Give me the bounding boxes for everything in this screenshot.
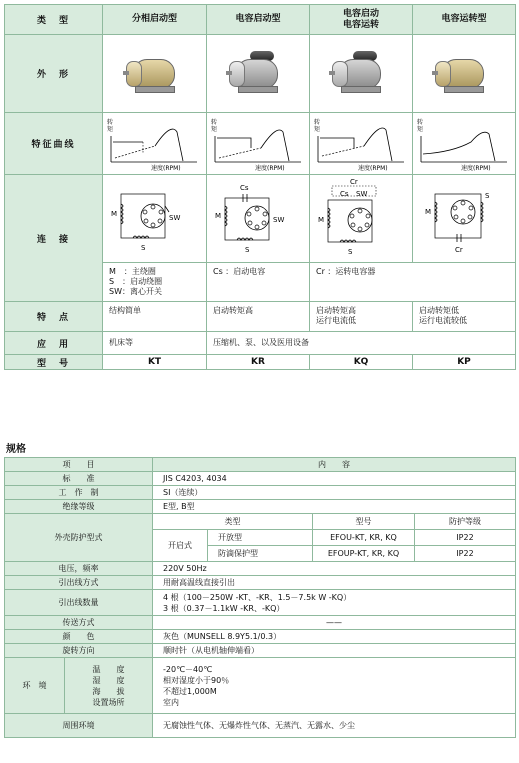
curve-label: 特征曲线 <box>5 113 103 175</box>
insulation-label: 绝缘等级 <box>5 500 153 514</box>
standard-value: JIS C4203, 4034 <box>153 472 516 486</box>
surroundings-label: 周围环境 <box>5 714 153 738</box>
application-kt: 机床等 <box>103 332 207 355</box>
motor-photo-kq <box>310 35 413 113</box>
voltage-label: 电压，频率 <box>5 562 153 576</box>
environment-label: 环 境 <box>5 658 65 714</box>
surroundings-value: 无腐蚀性气体、无爆炸性气体、无蒸汽、无露水、少尘 <box>153 714 516 738</box>
env-value-temp: -20℃－40℃ <box>163 664 213 674</box>
lead-count-value <box>153 590 516 616</box>
svg-text:矩: 矩 <box>107 125 114 133</box>
label-sw: SW <box>169 213 181 222</box>
protection-grade-0: IP22 <box>415 530 516 546</box>
svg-text:矩: 矩 <box>417 125 424 133</box>
environment-values <box>153 658 516 714</box>
feature-label: 特 点 <box>5 302 103 332</box>
legend-col1 <box>103 263 207 302</box>
col-header-kt: 分相启动型 <box>103 5 207 35</box>
legend-s: S ：启动绕圈 <box>109 277 163 286</box>
torque-curve-kp <box>413 113 516 175</box>
motor-photo-kt <box>103 35 207 113</box>
wiring-diagram-kr <box>207 175 310 263</box>
label-s: S <box>141 243 146 252</box>
spec-table <box>4 457 516 738</box>
svg-text:M: M <box>215 211 222 220</box>
feature-kq: 启动转矩高 运行电流低 <box>310 302 413 332</box>
svg-text:转: 转 <box>211 118 218 126</box>
torque-curve-kr <box>207 113 310 175</box>
motor-photo-kr <box>207 35 310 113</box>
legend-cs: Cs ：启动电容 <box>213 267 266 276</box>
lead-count-label: 引出线数量 <box>5 590 153 616</box>
open-type-label: 开启式 <box>153 530 208 562</box>
spec-title: 规格 <box>6 444 26 455</box>
svg-text:速度(RPM): 速度(RPM) <box>255 164 285 172</box>
application-label: 应 用 <box>5 332 103 355</box>
env-item-humidity: 湿 度 <box>92 675 125 685</box>
svg-text:Cr: Cr <box>455 245 463 254</box>
svg-text:转: 转 <box>417 118 424 126</box>
standard-label: 标 准 <box>5 472 153 486</box>
lead-count-line2: 3 根（0.37－1.1kW -KR、-KQ） <box>163 603 285 613</box>
label-cr: Cr <box>350 177 358 186</box>
col-header-kq: 电容启动 电容运转 <box>310 5 413 35</box>
protection-col-grade: 防护等级 <box>415 514 516 530</box>
torque-curve-kq <box>310 113 413 175</box>
env-value-location: 室内 <box>163 697 179 707</box>
svg-text:速度(RPM): 速度(RPM) <box>461 164 491 172</box>
svg-text:S: S <box>245 245 250 254</box>
env-item-location: 设置场所 <box>92 697 125 707</box>
svg-text:矩: 矩 <box>314 125 321 133</box>
lead-method-value: 用耐高温线直接引出 <box>153 576 516 590</box>
feature-kt: 结构简单 <box>103 302 207 332</box>
appearance-label: 外 形 <box>5 35 103 113</box>
rotation-value: 顺时针（从电机轴伸端看） <box>153 644 516 658</box>
col-header-kp: 电容运转型 <box>413 5 516 35</box>
env-item-altitude: 海 拔 <box>92 686 125 696</box>
model-kr: KR <box>207 355 310 370</box>
spec-header-content: 内 容 <box>153 458 516 472</box>
svg-text:S: S <box>485 191 490 200</box>
voltage-value: 220V 50Hz <box>153 562 516 576</box>
protection-model-0: EFOU-KT, KR, KQ <box>313 530 415 546</box>
insulation-value: E型, B型 <box>153 500 516 514</box>
protection-col-model: 型号 <box>313 514 415 530</box>
feature-kp: 启动转矩低 运行电流较低 <box>413 302 516 332</box>
lead-count-line1: 4 根（100－250W -KT、-KR、1.5－7.5k W -KQ） <box>163 592 352 602</box>
feature-kr: 启动转矩高 <box>207 302 310 332</box>
svg-text:M: M <box>318 215 325 224</box>
wiring-diagram-kq <box>310 175 413 263</box>
model-kp: KP <box>413 355 516 370</box>
legend-col3 <box>310 263 516 302</box>
label-cs: Cs <box>240 183 249 192</box>
env-value-humidity: 相对湿度小于90％ <box>163 675 230 685</box>
label-m: M <box>111 209 118 218</box>
protection-model-1: EFOUP-KT, KR, KQ <box>313 546 415 562</box>
col-header-kr: 电容启动型 <box>207 5 310 35</box>
env-item-temp: 温 度 <box>92 664 125 674</box>
svg-text:SW: SW <box>273 215 285 224</box>
curve-x-label: 速度(RPM) <box>151 164 181 172</box>
svg-text:矩: 矩 <box>211 125 218 133</box>
svg-text:M: M <box>425 207 432 216</box>
wiring-diagram-kt <box>103 175 207 263</box>
svg-text:S: S <box>348 247 353 256</box>
svg-text:转: 转 <box>314 118 321 126</box>
protection-grade-1: IP22 <box>415 546 516 562</box>
duty-label: 工 作 制 <box>5 486 153 500</box>
motor-type-table <box>4 4 516 370</box>
spec-header-item: 项 目 <box>5 458 153 472</box>
protection-label: 外壳防护型式 <box>5 514 153 562</box>
environment-items <box>65 658 153 714</box>
torque-curve-kt <box>103 113 207 175</box>
model-kq: KQ <box>310 355 413 370</box>
color-value: 灰色（MUNSELL 8.9Y5.1/0.3） <box>153 630 516 644</box>
rotation-label: 旋转方向 <box>5 644 153 658</box>
svg-text:Cs: Cs <box>340 189 349 198</box>
svg-text:速度(RPM): 速度(RPM) <box>358 164 388 172</box>
legend-m: M ：主绕圈 <box>109 267 156 276</box>
color-label: 颜 色 <box>5 630 153 644</box>
connection-label: 连 接 <box>5 175 103 302</box>
motor-photo-kp <box>413 35 516 113</box>
env-value-altitude: 不超过1,000M <box>163 686 217 696</box>
legend-cr: Cr ：运转电容器 <box>316 267 376 276</box>
model-kt: KT <box>103 355 207 370</box>
protection-type-1: 防滴保护型 <box>208 546 313 562</box>
legend-sw: SW：离心开关 <box>109 287 162 296</box>
application-others: 压缩机、泵、以及医用设备 <box>207 332 516 355</box>
transmission-label: 传送方式 <box>5 616 153 630</box>
transmission-value: —— <box>153 616 516 630</box>
svg-text:SW: SW <box>356 189 368 198</box>
protection-col-type: 类型 <box>153 514 313 530</box>
duty-value: SI（连续） <box>153 486 516 500</box>
wiring-diagram-kp <box>413 175 516 263</box>
protection-type-0: 开放型 <box>208 530 313 546</box>
model-label: 型 号 <box>5 355 103 370</box>
legend-col2 <box>207 263 310 302</box>
curve-y-label: 转 <box>107 118 114 126</box>
category-header: 类 型 <box>5 5 103 35</box>
lead-method-label: 引出线方式 <box>5 576 153 590</box>
